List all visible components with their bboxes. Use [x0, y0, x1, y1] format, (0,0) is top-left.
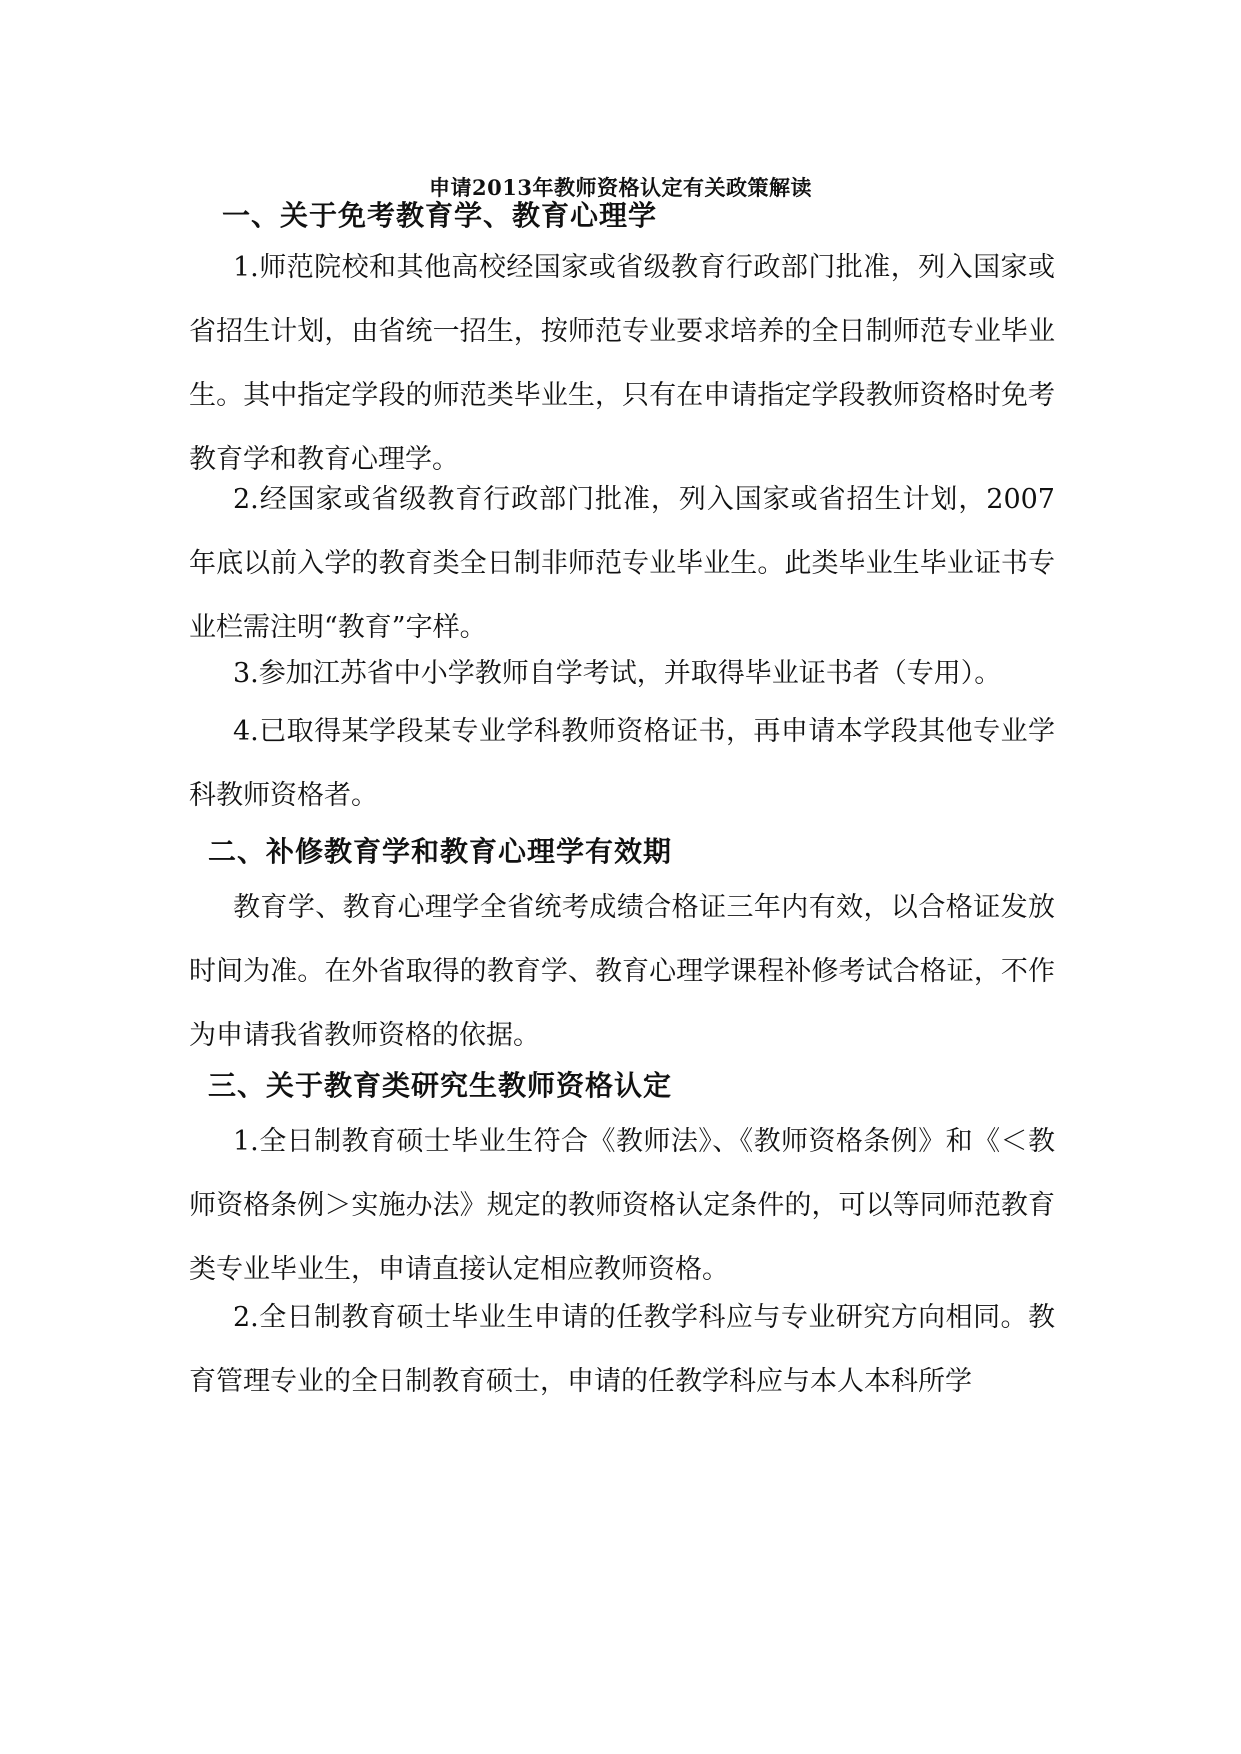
paragraph-3-2: 2.全日制教育硕士毕业生申请的任教学科应与专业研究方向相同。教育管理专业的全日制教育硕士，申请的任教学科应与本人本科所学 [189, 1302, 1055, 1397]
paragraph-1-3: 3.参加江苏省中小学教师自学考试，并取得毕业证书者（专用）。 [233, 658, 1002, 689]
section-heading-2: 二、补修教育学和教育心理学有效期 [208, 835, 673, 868]
paragraph-2-1: 教育学、教育心理学全省统考成绩合格证三年内有效，以合格证发放时间为准。在外省取得的教育学、教育心理学课程补修考试合格证，不作为申请我省教师资格的依据。 [189, 892, 1055, 1051]
paragraph-1-2: 2.经国家或省级教育行政部门批准，列入国家或省招生计划，2007年底以前入学的教育类全日制非师范专业毕业生。此类毕业生毕业证书专业栏需注明“教育”字样。 [189, 484, 1055, 643]
paragraph-1-1: 1.师范院校和其他高校经国家或省级教育行政部门批准，列入国家或省招生计划，由省统一招生，按师范专业要求培养的全日制师范专业毕业生。其中指定学段的师范类毕业生，只有在申请指定学段教师资格时免考教育学和教育心理学。 [189, 252, 1055, 475]
paragraph-1-4: 4.已取得某学段某专业学科教师资格证书，再申请本学段其他专业学科教师资格者。 [189, 716, 1055, 811]
paragraph-3-1: 1.全日制教育硕士毕业生符合《教师法》、《教师资格条例》和《＜教师资格条例＞实施办法》规定的教师资格认定条件的，可以等同师范教育类专业毕业生，申请直接认定相应教师资格。 [189, 1126, 1055, 1285]
document-title: 申请2013年教师资格认定有关政策解读 [429, 175, 812, 200]
section-heading-1: 一、关于免考教育学、教育心理学 [222, 199, 658, 232]
section-heading-3: 三、关于教育类研究生教师资格认定 [208, 1069, 673, 1102]
